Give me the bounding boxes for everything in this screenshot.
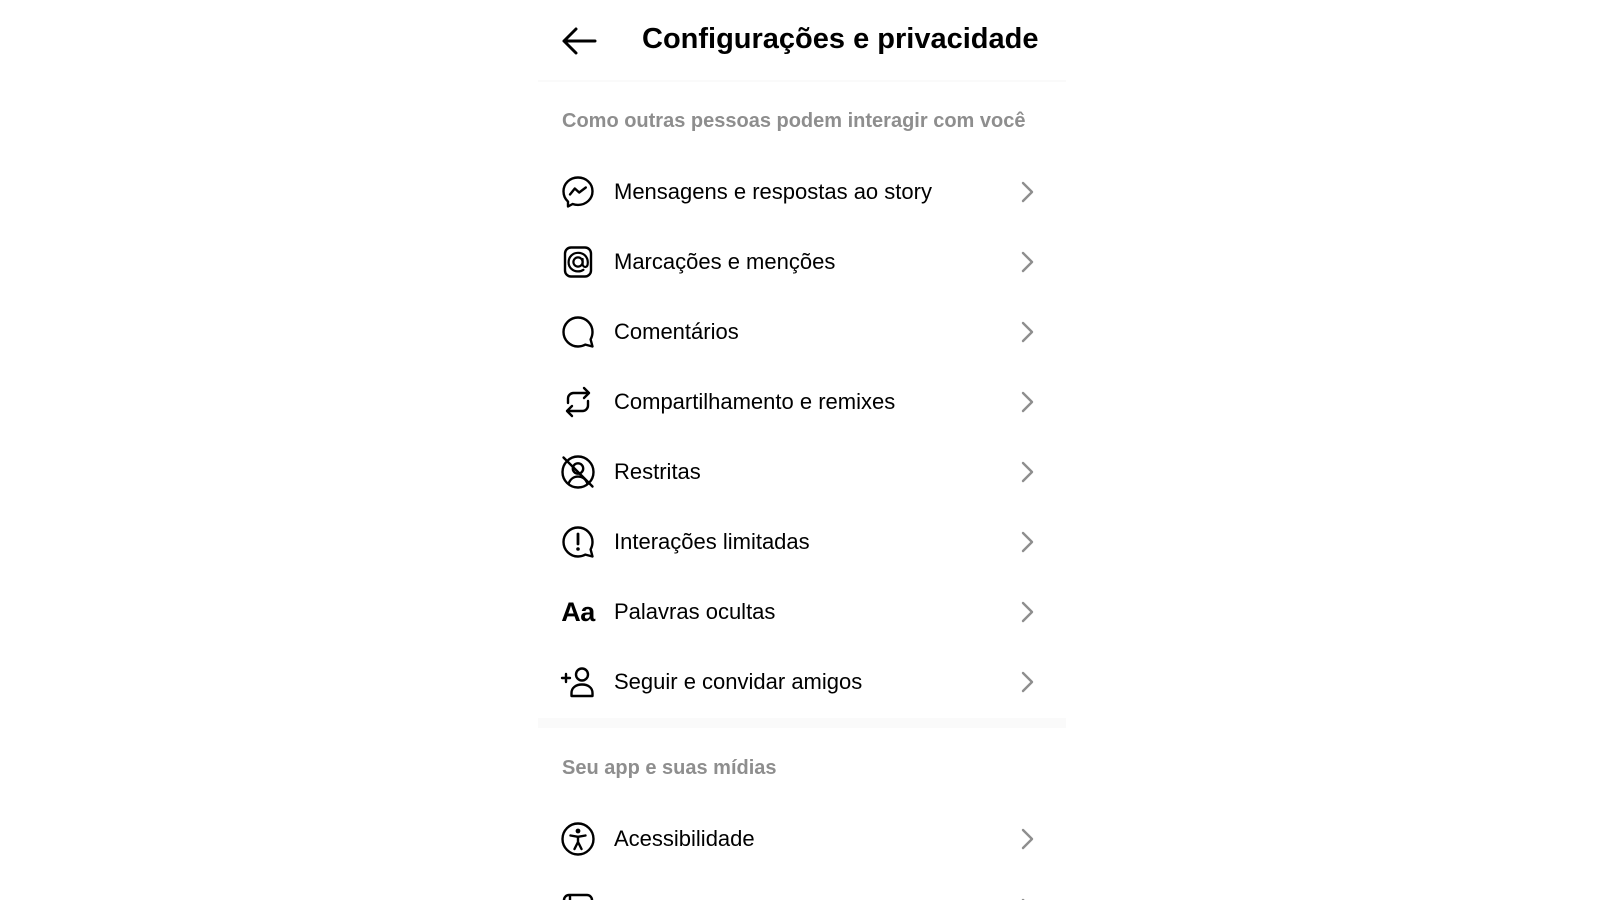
add-person-icon (560, 664, 596, 700)
settings-item-label: Acessibilidade (614, 826, 755, 851)
chevron-right-icon (1020, 251, 1036, 273)
chevron-right-icon (1020, 531, 1036, 553)
settings-item-label: Mensagens e respostas ao story (614, 179, 932, 204)
chevron-right-icon (1020, 671, 1036, 693)
page-title: Configurações e privacidade (642, 23, 1039, 55)
text-aa-icon (560, 594, 596, 630)
chevron-right-icon (1020, 461, 1036, 483)
settings-item-partial[interactable] (538, 874, 1066, 900)
settings-item-restricted[interactable] (538, 437, 1066, 507)
repost-arrows-icon (560, 384, 596, 420)
back-button[interactable] (560, 22, 598, 60)
settings-item-label: Restritas (614, 459, 701, 484)
text-aa-glyph: Aa (561, 597, 595, 627)
settings-item-label: Interações limitadas (614, 529, 810, 554)
settings-item-follow-invite[interactable] (538, 647, 1066, 717)
settings-screen (538, 0, 1066, 900)
settings-item-accessibility[interactable] (538, 804, 1066, 874)
settings-item-comments[interactable] (538, 297, 1066, 367)
chevron-right-icon (1020, 181, 1036, 203)
settings-item-label: Compartilhamento e remixes (614, 389, 896, 414)
settings-item-hidden-words[interactable] (538, 577, 1066, 647)
accessibility-icon (560, 821, 596, 857)
settings-item-label: Palavras ocultas (614, 599, 776, 624)
section-label-interactions: Como outras pessoas podem interagir com você (562, 110, 1026, 132)
comment-bubble-icon (560, 314, 596, 350)
settings-item-label: Marcações e menções (614, 249, 836, 274)
messenger-icon (560, 174, 596, 210)
section-divider (538, 718, 1066, 728)
settings-item-limited-interactions[interactable] (538, 507, 1066, 577)
settings-item-messages[interactable] (538, 157, 1066, 227)
settings-item-sharing-remixes[interactable] (538, 367, 1066, 437)
restricted-user-icon (560, 454, 596, 490)
alert-bubble-icon (560, 524, 596, 560)
chevron-right-icon (1020, 391, 1036, 413)
media-icon (560, 891, 596, 900)
header-bar (538, 0, 1066, 82)
settings-item-label: Seguir e convidar amigos (614, 669, 863, 694)
at-sign-icon (560, 244, 596, 280)
arrow-left-icon (561, 26, 597, 56)
settings-item-tags-mentions[interactable] (538, 227, 1066, 297)
settings-item-label: Comentários (614, 319, 739, 344)
chevron-right-icon (1020, 828, 1036, 850)
chevron-right-icon (1020, 601, 1036, 623)
section-label-app-media: Seu app e suas mídias (562, 757, 777, 779)
chevron-right-icon (1020, 321, 1036, 343)
